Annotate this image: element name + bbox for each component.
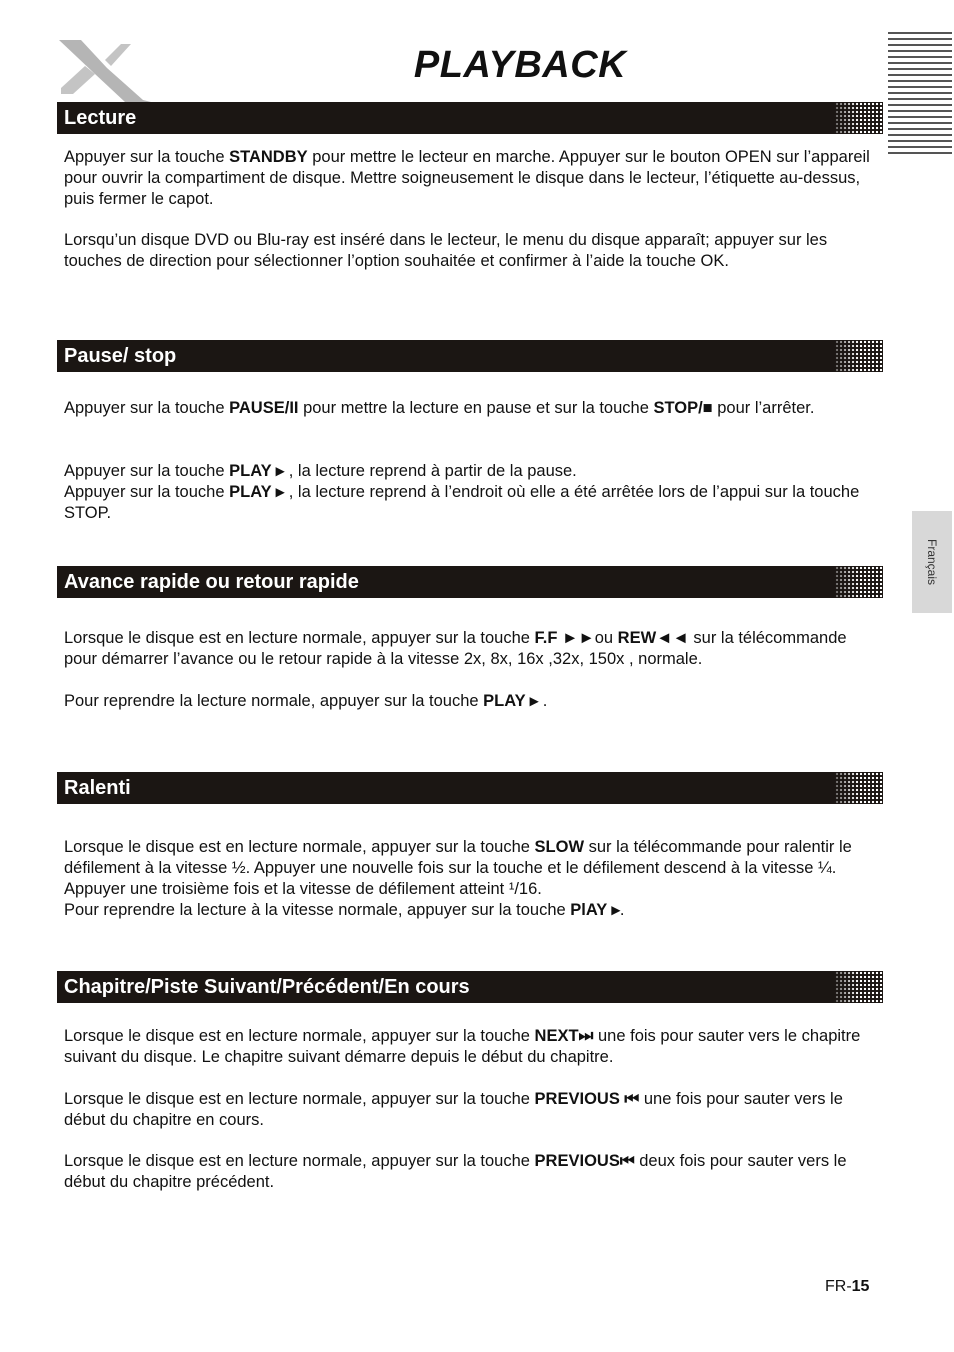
page-title: PLAYBACK bbox=[413, 44, 627, 86]
section-heading-pause-stop bbox=[57, 340, 883, 372]
page-number bbox=[825, 1278, 869, 1296]
text-run: une fois pour sauter vers le chapitre suivant du disque. Le chapitre suivant démarre depuis le début du chapitre. bbox=[64, 1027, 861, 1066]
key-label: PAUSE/II bbox=[229, 399, 299, 417]
text-run: Lorsque le disque est en lecture normale, appuyer sur la touche bbox=[64, 1027, 535, 1045]
key-label: STOP/■ bbox=[653, 399, 713, 417]
text-run: Appuyer sur la touche bbox=[64, 483, 230, 501]
language-tab bbox=[912, 511, 952, 613]
text-run: , la lecture reprend à partir de la pause. bbox=[284, 462, 577, 480]
paragraph bbox=[64, 837, 879, 900]
text-run: . bbox=[538, 692, 548, 710]
paragraph bbox=[64, 1151, 879, 1193]
paragraph bbox=[64, 1026, 879, 1068]
brand-logo bbox=[55, 38, 155, 104]
section-heading-chapter-track bbox=[57, 971, 883, 1003]
text-run: Lorsque le disque est en lecture normale, appuyer sur la touche bbox=[64, 629, 535, 647]
key-label: STANDBY bbox=[229, 148, 308, 166]
paragraph bbox=[64, 1089, 879, 1131]
section-heading-label: Lecture bbox=[64, 107, 137, 129]
key-label: PREVIOUS⏮ bbox=[534, 1152, 635, 1170]
paragraph bbox=[64, 482, 879, 524]
key-label: NEXT⏭ bbox=[534, 1027, 594, 1045]
paragraph bbox=[64, 398, 879, 419]
key-label: F.F ►► bbox=[534, 629, 595, 647]
paragraph bbox=[64, 461, 879, 482]
decorative-stripes bbox=[888, 32, 952, 158]
text-run: sur la télécommande pour démarrer l’avance ou le retour rapide à la vitesse 2x, 8x, 16x ,32x, 150x , normale. bbox=[64, 629, 847, 668]
text-run: Lorsque le disque est en lecture normale, appuyer sur la touche bbox=[64, 838, 535, 856]
text-run: Appuyer sur la touche bbox=[64, 462, 230, 480]
text-run: ou bbox=[594, 629, 618, 647]
section-heading-slow-motion bbox=[57, 772, 883, 804]
key-label: REW◄◄ bbox=[617, 629, 689, 647]
language-tab-label: Français bbox=[925, 538, 939, 586]
text-run: pour l’arrêter. bbox=[712, 399, 815, 417]
key-label: PLAY ▸ bbox=[229, 462, 285, 480]
key-label: PLAY ▸ bbox=[229, 483, 285, 501]
page-number-prefix: FR- bbox=[825, 1278, 852, 1295]
paragraph bbox=[64, 147, 879, 210]
text-run: Pour reprendre la lecture normale, appuyer sur la touche bbox=[64, 692, 484, 710]
section-heading-label: Pause/ stop bbox=[64, 345, 177, 367]
page-number-value: 15 bbox=[851, 1278, 870, 1295]
key-label: PREVIOUS ⏮ bbox=[534, 1090, 640, 1108]
text-run: Appuyer sur la touche bbox=[64, 399, 230, 417]
section-heading-label: Chapitre/Piste Suivant/Précédent/En cours bbox=[64, 976, 470, 998]
section-heading-fast-forward-rewind bbox=[57, 566, 883, 598]
paragraph bbox=[64, 230, 879, 272]
text-run: Appuyer sur la touche bbox=[64, 148, 230, 166]
section-heading-label: Ralenti bbox=[64, 777, 131, 799]
text-run: deux fois pour sauter vers le début du chapitre précédent. bbox=[64, 1152, 847, 1191]
key-label: PlAY ▸ bbox=[570, 901, 620, 919]
text-run: Lorsqu’un disque DVD ou Blu-ray est inséré dans le lecteur, le menu du disque apparaît; appuyer sur les touches de direction pour sélectionner l’option souhaitée et confirmer à l’aide la touche OK. bbox=[64, 231, 828, 270]
section-heading-lecture bbox=[57, 102, 883, 134]
text-run: , la lecture reprend à l’endroit où elle a été arrêtée lors de l’appui sur la touche STOP. bbox=[64, 483, 860, 522]
paragraph bbox=[64, 691, 879, 712]
key-label: PLAY ▸ bbox=[483, 692, 539, 710]
text-run: Lorsque le disque est en lecture normale, appuyer sur la touche bbox=[64, 1152, 535, 1170]
section-heading-label: Avance rapide ou retour rapide bbox=[64, 571, 359, 593]
text-run: une fois pour sauter vers le début du chapitre en cours. bbox=[64, 1090, 843, 1129]
paragraph bbox=[64, 628, 879, 670]
text-run: Lorsque le disque est en lecture normale, appuyer sur la touche bbox=[64, 1090, 535, 1108]
text-run: . bbox=[619, 901, 625, 919]
text-run: pour mettre la lecture en pause et sur la touche bbox=[298, 399, 654, 417]
text-run: Pour reprendre la lecture à la vitesse normale, appuyer sur la touche bbox=[64, 901, 571, 919]
key-label: SLOW bbox=[534, 838, 585, 856]
text-run: pour mettre le lecteur en marche. Appuyer sur le bouton OPEN sur l’appareil pour ouvrir la compartiment de disque. Mettre soigneusement le disque dans le lecteur, l’étiquette au-dessus, puis fermer le capot. bbox=[64, 148, 870, 208]
text-run: sur la télécommande pour ralentir le défilement à la vitesse ½. Appuyer une nouvelle fois sur la touche et le défilement descend à la vitesse ¼. Appuyer une troisième fois et la vitesse de défilement atteint ¹/16. bbox=[64, 838, 852, 898]
paragraph bbox=[64, 900, 879, 921]
